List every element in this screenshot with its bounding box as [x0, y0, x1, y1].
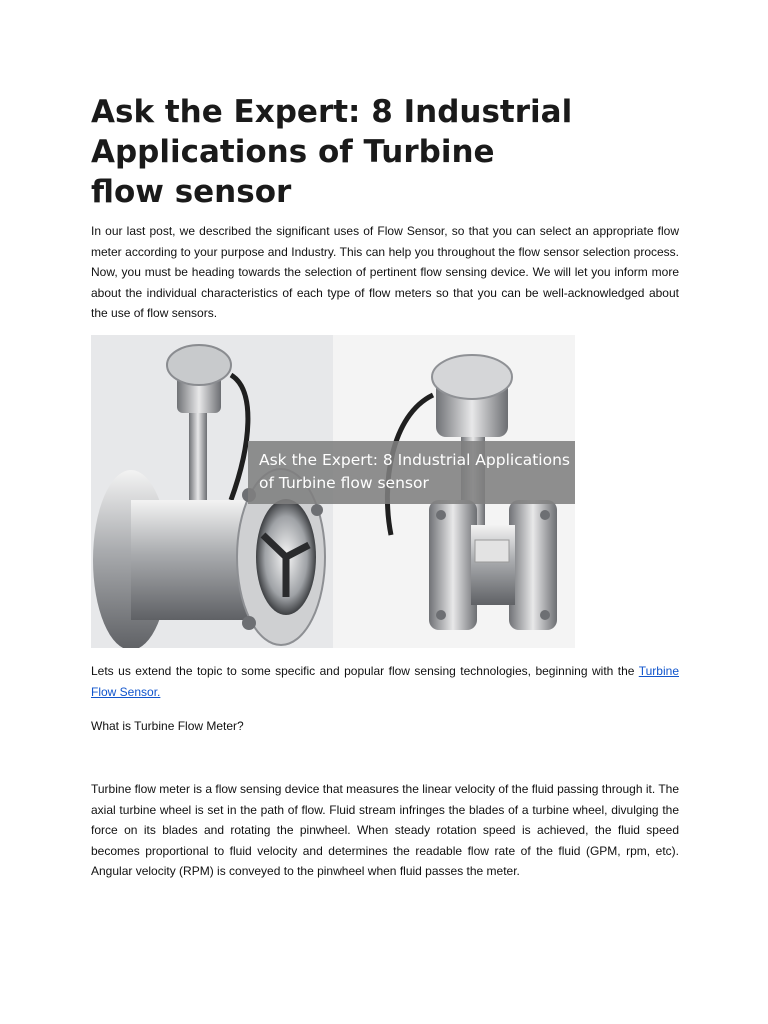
overlay-line: of Turbine flow sensor [259, 474, 429, 492]
section-question: What is Turbine Flow Meter? [91, 719, 244, 733]
article-title [91, 92, 651, 212]
photo-caption-overlay [248, 441, 575, 504]
lead-text: Lets us extend the topic to some specific and popular flow sensing technologies, beginning with the [91, 664, 639, 678]
title-line: Applications of Turbine [91, 134, 495, 170]
turbine-flow-sensor-link[interactable]: Turbine Flow Sensor. [91, 664, 679, 699]
turbine-sensor-photo [91, 335, 575, 648]
title-line: Ask the Expert: 8 Industrial [91, 94, 573, 130]
intro-paragraph: In our last post, we described the significant uses of Flow Sensor, so that you can select an appropriate flow meter according to your purpose and Industry. This can help you throughout the flow sensor selection process. Now, you must be heading towards the selection of pertinent flow sensing device. We will let you inform more about the individual characteristics of each type of flow meters so that you can be well-acknowledged about the use of flow sensors. [91, 224, 679, 321]
body-paragraph: Turbine flow meter is a flow sensing device that measures the linear velocity of the fluid passing through it. The axial turbine wheel is set in the path of flow. Fluid stream infringes the blades of a turbine wheel, divulging the force on its blades and rotating the pinwheel. When steady rotation speed is achieved, the fluid speed becomes proportional to fluid velocity and determines the readable flow rate of the fluid (GPM, rpm, etc). Angular velocity (RPM) is conveyed to the pinwheel when fluid passes the meter. [91, 782, 679, 879]
overlay-line: Ask the Expert: 8 Industrial Applications [259, 451, 570, 469]
title-line: flow sensor [91, 174, 292, 210]
lead-paragraph [91, 661, 679, 702]
